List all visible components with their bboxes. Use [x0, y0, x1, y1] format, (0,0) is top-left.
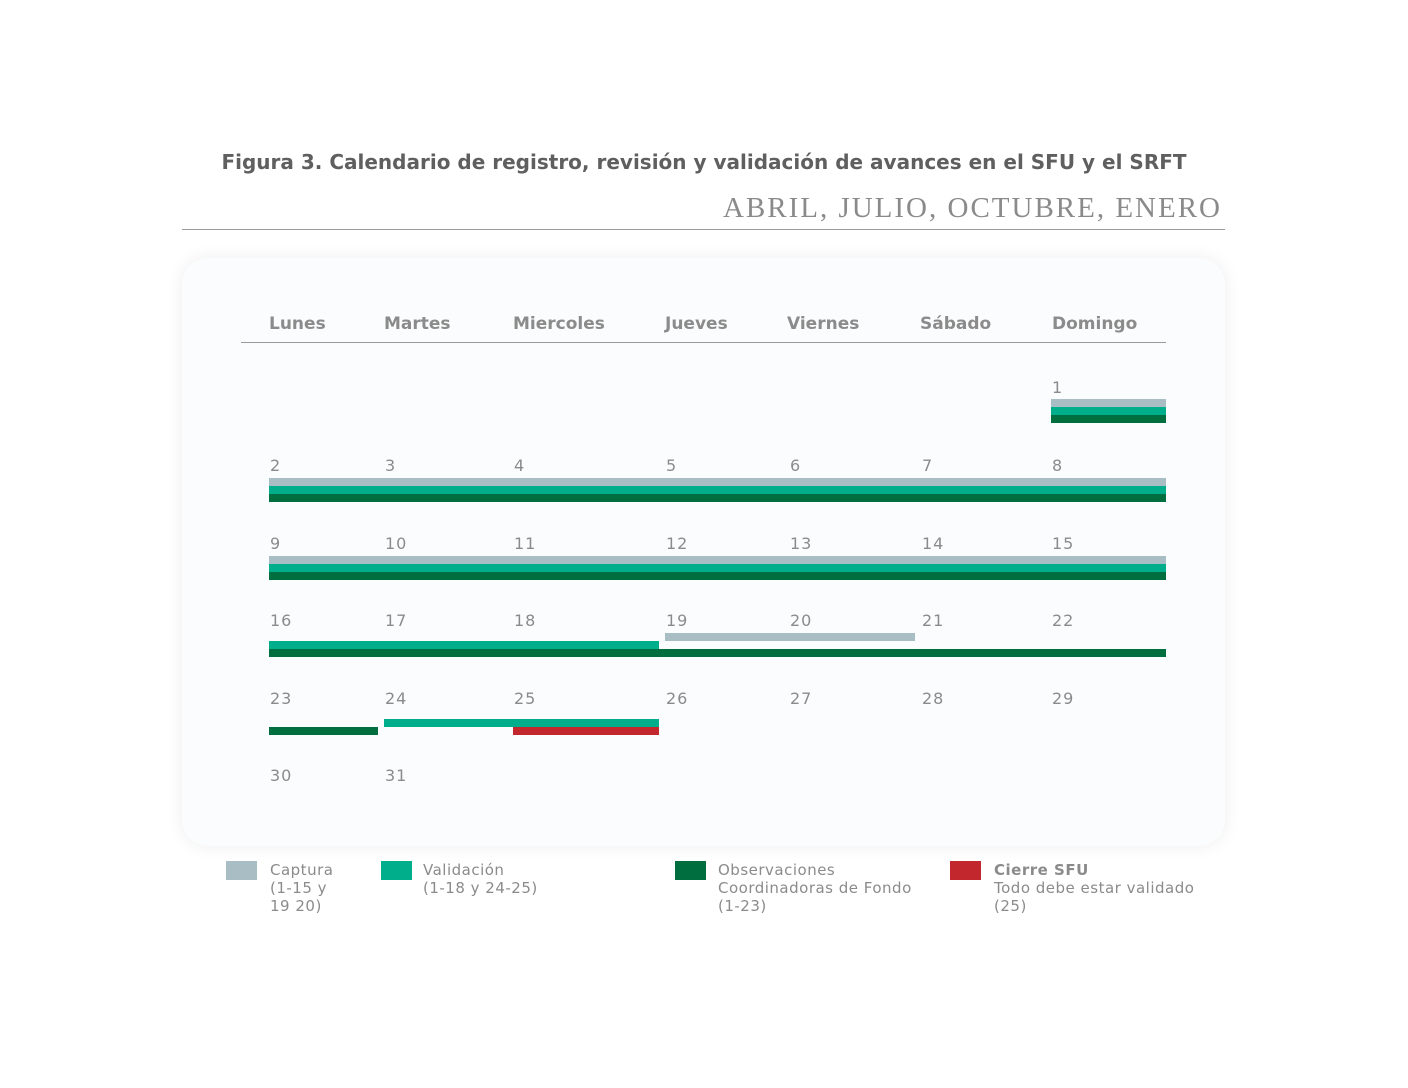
date-30: 30: [270, 766, 293, 785]
date-19: 19: [666, 611, 689, 630]
weekday-6: Domingo: [1052, 314, 1138, 334]
observaciones-bar-9-15: [269, 572, 1166, 580]
date-3: 3: [385, 456, 397, 475]
legend-desc-validacion: (1-18 y 24-25): [423, 879, 538, 897]
validacion-bar-9-15: [269, 564, 1166, 572]
date-8: 8: [1052, 456, 1064, 475]
weekday-2: Miercoles: [513, 314, 605, 334]
date-4: 4: [514, 456, 526, 475]
date-7: 7: [922, 456, 934, 475]
date-23: 23: [270, 689, 293, 708]
title-divider: [182, 229, 1225, 230]
date-22: 22: [1052, 611, 1075, 630]
date-31: 31: [385, 766, 408, 785]
date-21: 21: [922, 611, 945, 630]
figure-subtitle: ABRIL, JULIO, OCTUBRE, ENERO: [722, 192, 1222, 224]
legend-swatch-captura: [226, 861, 257, 880]
date-14: 14: [922, 534, 945, 553]
legend-desc-cierre: Todo debe estar validado (25): [994, 879, 1195, 915]
date-24: 24: [385, 689, 408, 708]
validacion-bar-1-1: [1051, 407, 1166, 415]
legend-title-validacion: Validación: [423, 861, 505, 879]
validacion-bar-2-8: [269, 486, 1166, 494]
validacion-bar-24-25: [384, 719, 659, 727]
legend-swatch-cierre: [950, 861, 981, 880]
legend-title-observaciones: Observaciones: [718, 861, 836, 879]
date-6: 6: [790, 456, 802, 475]
date-17: 17: [385, 611, 408, 630]
legend-title-cierre: Cierre SFU: [994, 861, 1089, 879]
date-20: 20: [790, 611, 813, 630]
date-13: 13: [790, 534, 813, 553]
legend-desc-captura: (1-15 y 19 20): [270, 879, 328, 915]
weekday-3: Jueves: [665, 314, 728, 334]
date-18: 18: [514, 611, 537, 630]
legend-swatch-validacion: [381, 861, 412, 880]
legend-title-captura: Captura: [270, 861, 334, 879]
weekday-0: Lunes: [269, 314, 326, 334]
figure-title: Figura 3. Calendario de registro, revisión y validación de avances en el SFU y el SRFT: [221, 150, 1187, 174]
weekday-5: Sábado: [920, 314, 992, 334]
date-10: 10: [385, 534, 408, 553]
legend-desc-observaciones: Coordinadoras de Fondo (1-23): [718, 879, 912, 915]
observaciones-bar-2-8: [269, 494, 1166, 502]
validacion-bar-16-18: [269, 641, 659, 649]
date-25: 25: [514, 689, 537, 708]
date-26: 26: [666, 689, 689, 708]
date-5: 5: [666, 456, 678, 475]
date-9: 9: [270, 534, 282, 553]
observaciones-bar-1-1: [1051, 415, 1166, 423]
date-16: 16: [270, 611, 293, 630]
date-2: 2: [270, 456, 282, 475]
weekday-1: Martes: [384, 314, 451, 334]
captura-bar-2-8: [269, 478, 1166, 486]
date-29: 29: [1052, 689, 1075, 708]
captura-bar-9-15: [269, 556, 1166, 564]
date-11: 11: [514, 534, 537, 553]
weekday-divider: [241, 342, 1166, 343]
date-12: 12: [666, 534, 689, 553]
captura-bar-1-1: [1051, 399, 1166, 407]
weekday-4: Viernes: [787, 314, 860, 334]
captura-bar-19-20: [665, 633, 915, 641]
date-27: 27: [790, 689, 813, 708]
date-28: 28: [922, 689, 945, 708]
date-1: 1: [1052, 378, 1064, 397]
observaciones-bar-16-22: [269, 649, 1166, 657]
observaciones-bar-23-23: [269, 727, 378, 735]
legend-swatch-observaciones: [675, 861, 706, 880]
date-15: 15: [1052, 534, 1075, 553]
cierre-bar-25-25: [513, 727, 659, 735]
